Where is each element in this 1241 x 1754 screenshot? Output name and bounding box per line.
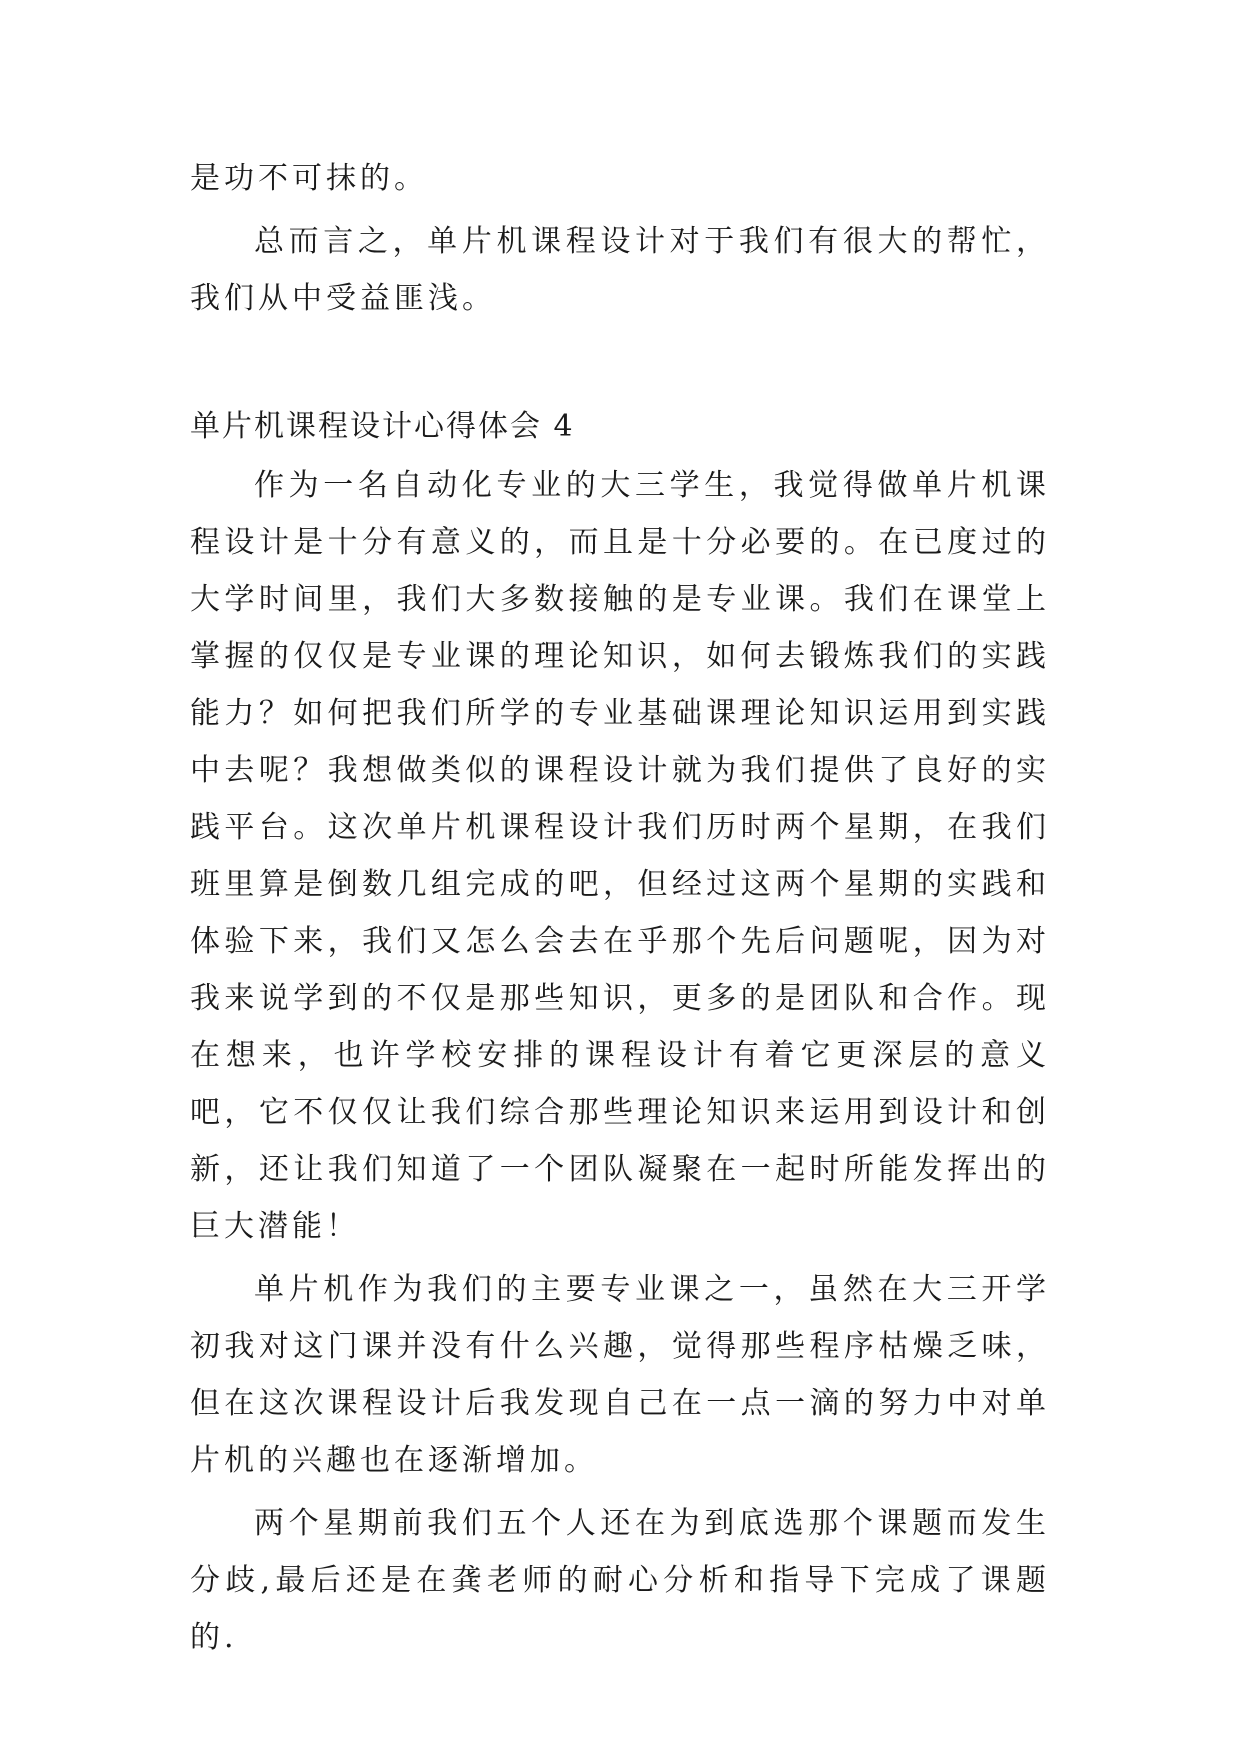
paragraph-continuation: 是功不可抹的。 <box>190 161 428 196</box>
document-body <box>190 150 1050 1666</box>
paragraph-1: 作为一名自动化专业的大三学生，我觉得做单片机课程设计是十分有意义的，而且是十分必要的。在已度过的大学时间里，我们大多数接触的是专业课。我们在课堂上掌握的仅仅是专业课的理论知识，如何去锻炼我们的实践能力？如何把我们所学的专业基础课理论知识运用到实践中去呢？我想做类似的课程设计就为我们提供了良好的实践平台。这次单片机课程设计我们历时两个星期，在我们班里算是倒数几组完成的吧，但经过这两个星期的实践和体验下来，我们又怎么会去在乎那个先后问题呢，因为对我来说学到的不仅是那些知识，更多的是团队和合作。现在想来，也许学校安排的课程设计有着它更深层的意义吧，它不仅仅让我们综合那些理论知识来运用到设计和创新，还让我们知道了一个团队凝聚在一起时所能发挥出的巨大潜能！ <box>190 468 1050 1244</box>
paragraph-2: 单片机作为我们的主要专业课之一，虽然在大三开学初我对这门课并没有什么兴趣，觉得那些程序枯燥乏味，但在这次课程设计后我发现自己在一点一滴的努力中对单片机的兴趣也在逐渐增加。 <box>190 1272 1050 1478</box>
section-title: 单片机课程设计心得体会 4 <box>190 409 575 444</box>
paragraph-3: 两个星期前我们五个人还在为到底选那个课题而发生分歧,最后还是在龚老师的耐心分析和指导下完成了课题的. <box>190 1506 1050 1655</box>
paragraph-summary: 总而言之，单片机课程设计对于我们有很大的帮忙，我们从中受益匪浅。 <box>190 224 1050 316</box>
